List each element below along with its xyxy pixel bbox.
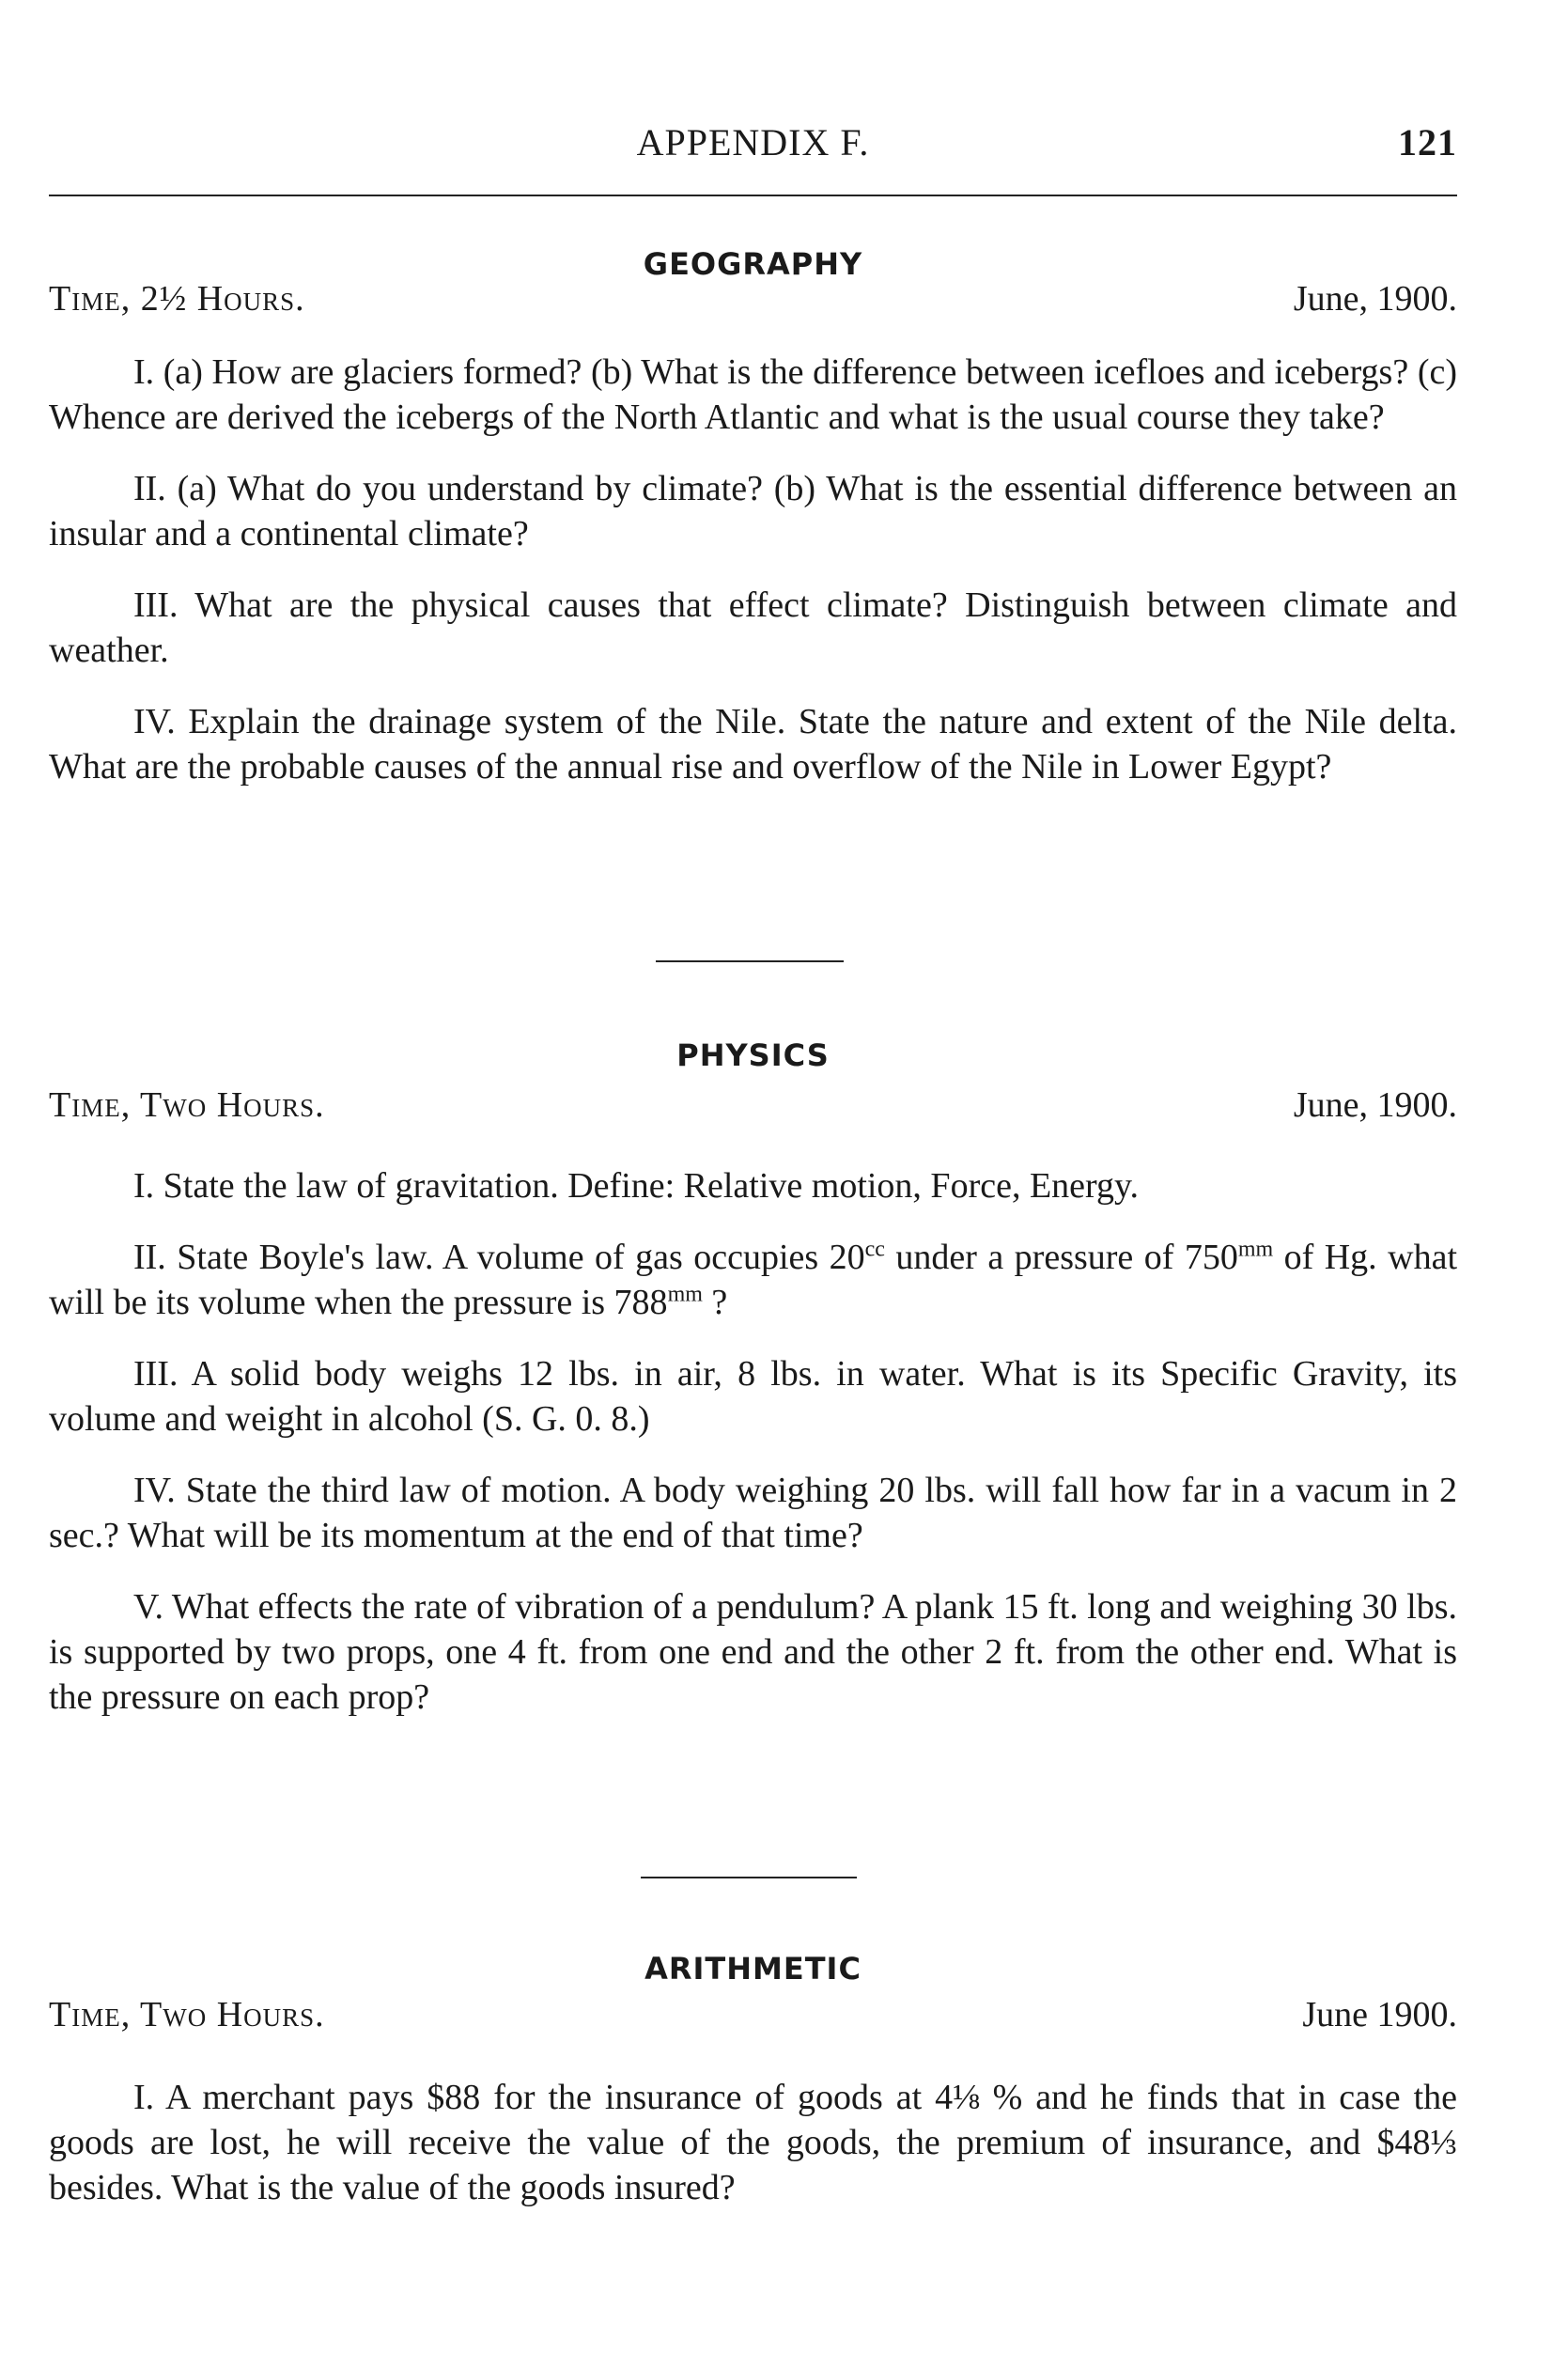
physics-heading: PHYSICS: [676, 1037, 830, 1073]
physics-q2-text-d: ?: [702, 1283, 728, 1322]
physics-question-1: I. State the law of gravitation. Define: Relative motion, Force, Energy.: [133, 1166, 1140, 1206]
arithmetic-heading: ARITHMETIC: [644, 1951, 862, 1987]
arithmetic-meta: [49, 1992, 1457, 2037]
running-header: [49, 120, 1457, 169]
section-divider-2: [641, 1877, 857, 1878]
physics-question-5: V. What effects the rate of vibration of a pendulum? A plank 15 ft. long and weighing 30 lbs. is supported by two props, one 4 ft. from one end and the other 2 ft. from the other end. What is the pressure on each prop?: [49, 1587, 1457, 1717]
physics-question-3: III. A solid body weighs 12 lbs. in air, 8 lbs. in water. What is its Specific Gravity, its volume and weight in alcohol (S. G. 0. 8.): [49, 1354, 1457, 1439]
physics-time: Time, Two Hours.: [49, 1085, 325, 1125]
header-rule: [49, 195, 1457, 196]
physics-date: June, 1900.: [1293, 1085, 1457, 1125]
physics-q2-text-c: of Hg. what will be its volume when the pressure is 788: [49, 1238, 1457, 1322]
geography-question-1: I. (a) How are glaciers formed? (b) What is the difference between icefloes and icebergs? (c) Whence are derived the icebergs of the North Atlantic and what is the usual course they take?: [49, 352, 1457, 437]
running-title: APPENDIX F.: [636, 121, 870, 164]
arithmetic-question-1: I. A merchant pays $88 for the insurance of goods at 4⅛ % and he finds that in case the goods are lost, he will receive the value of the goods, the premium of insurance, and $48⅓ besides. What is the value of the goods insured?: [49, 2078, 1457, 2207]
geography-question-2: II. (a) What do you understand by climate? (b) What is the essential difference between an insular and a continental climate?: [49, 469, 1457, 553]
geography-heading: GEOGRAPHY: [643, 246, 863, 282]
physics-q2-unit-mm-2: mm: [667, 1282, 703, 1307]
geography-time: Time, 2½ Hours.: [49, 279, 305, 319]
physics-meta: [49, 1083, 1457, 1128]
arithmetic-time: Time, Two Hours.: [49, 1995, 325, 2034]
physics-question-4: IV. State the third law of motion. A body weighing 20 lbs. will fall how far in a vacum in 2 sec.? What will be its momentum at the end of that time?: [49, 1471, 1457, 1555]
section-divider-1: [656, 960, 844, 962]
physics-q2-text-a: II. State Boyle's law. A volume of gas occupies 20: [133, 1238, 865, 1277]
geography-section: [49, 242, 1457, 816]
geography-date: June, 1900.: [1293, 279, 1457, 319]
physics-q2-unit-mm-1: mm: [1237, 1237, 1274, 1262]
geography-question-3: III. What are the physical causes that effect climate? Distinguish between climate and weather.: [49, 585, 1457, 670]
geography-question-4: IV. Explain the drainage system of the Nile. State the nature and extent of the Nile delta. What are the probable causes of the annual rise and overflow of the Nile in Lower Egypt?: [49, 702, 1457, 787]
physics-question-2: [49, 1235, 1457, 1325]
physics-section: [49, 1034, 1457, 1746]
arithmetic-date: June 1900.: [1302, 1995, 1457, 2034]
physics-q2-text-b: under a pressure of 750: [884, 1238, 1238, 1277]
arithmetic-section: [49, 1947, 1457, 2237]
page-number: 121: [1398, 121, 1457, 164]
physics-q2-unit-cc: cc: [864, 1237, 885, 1262]
